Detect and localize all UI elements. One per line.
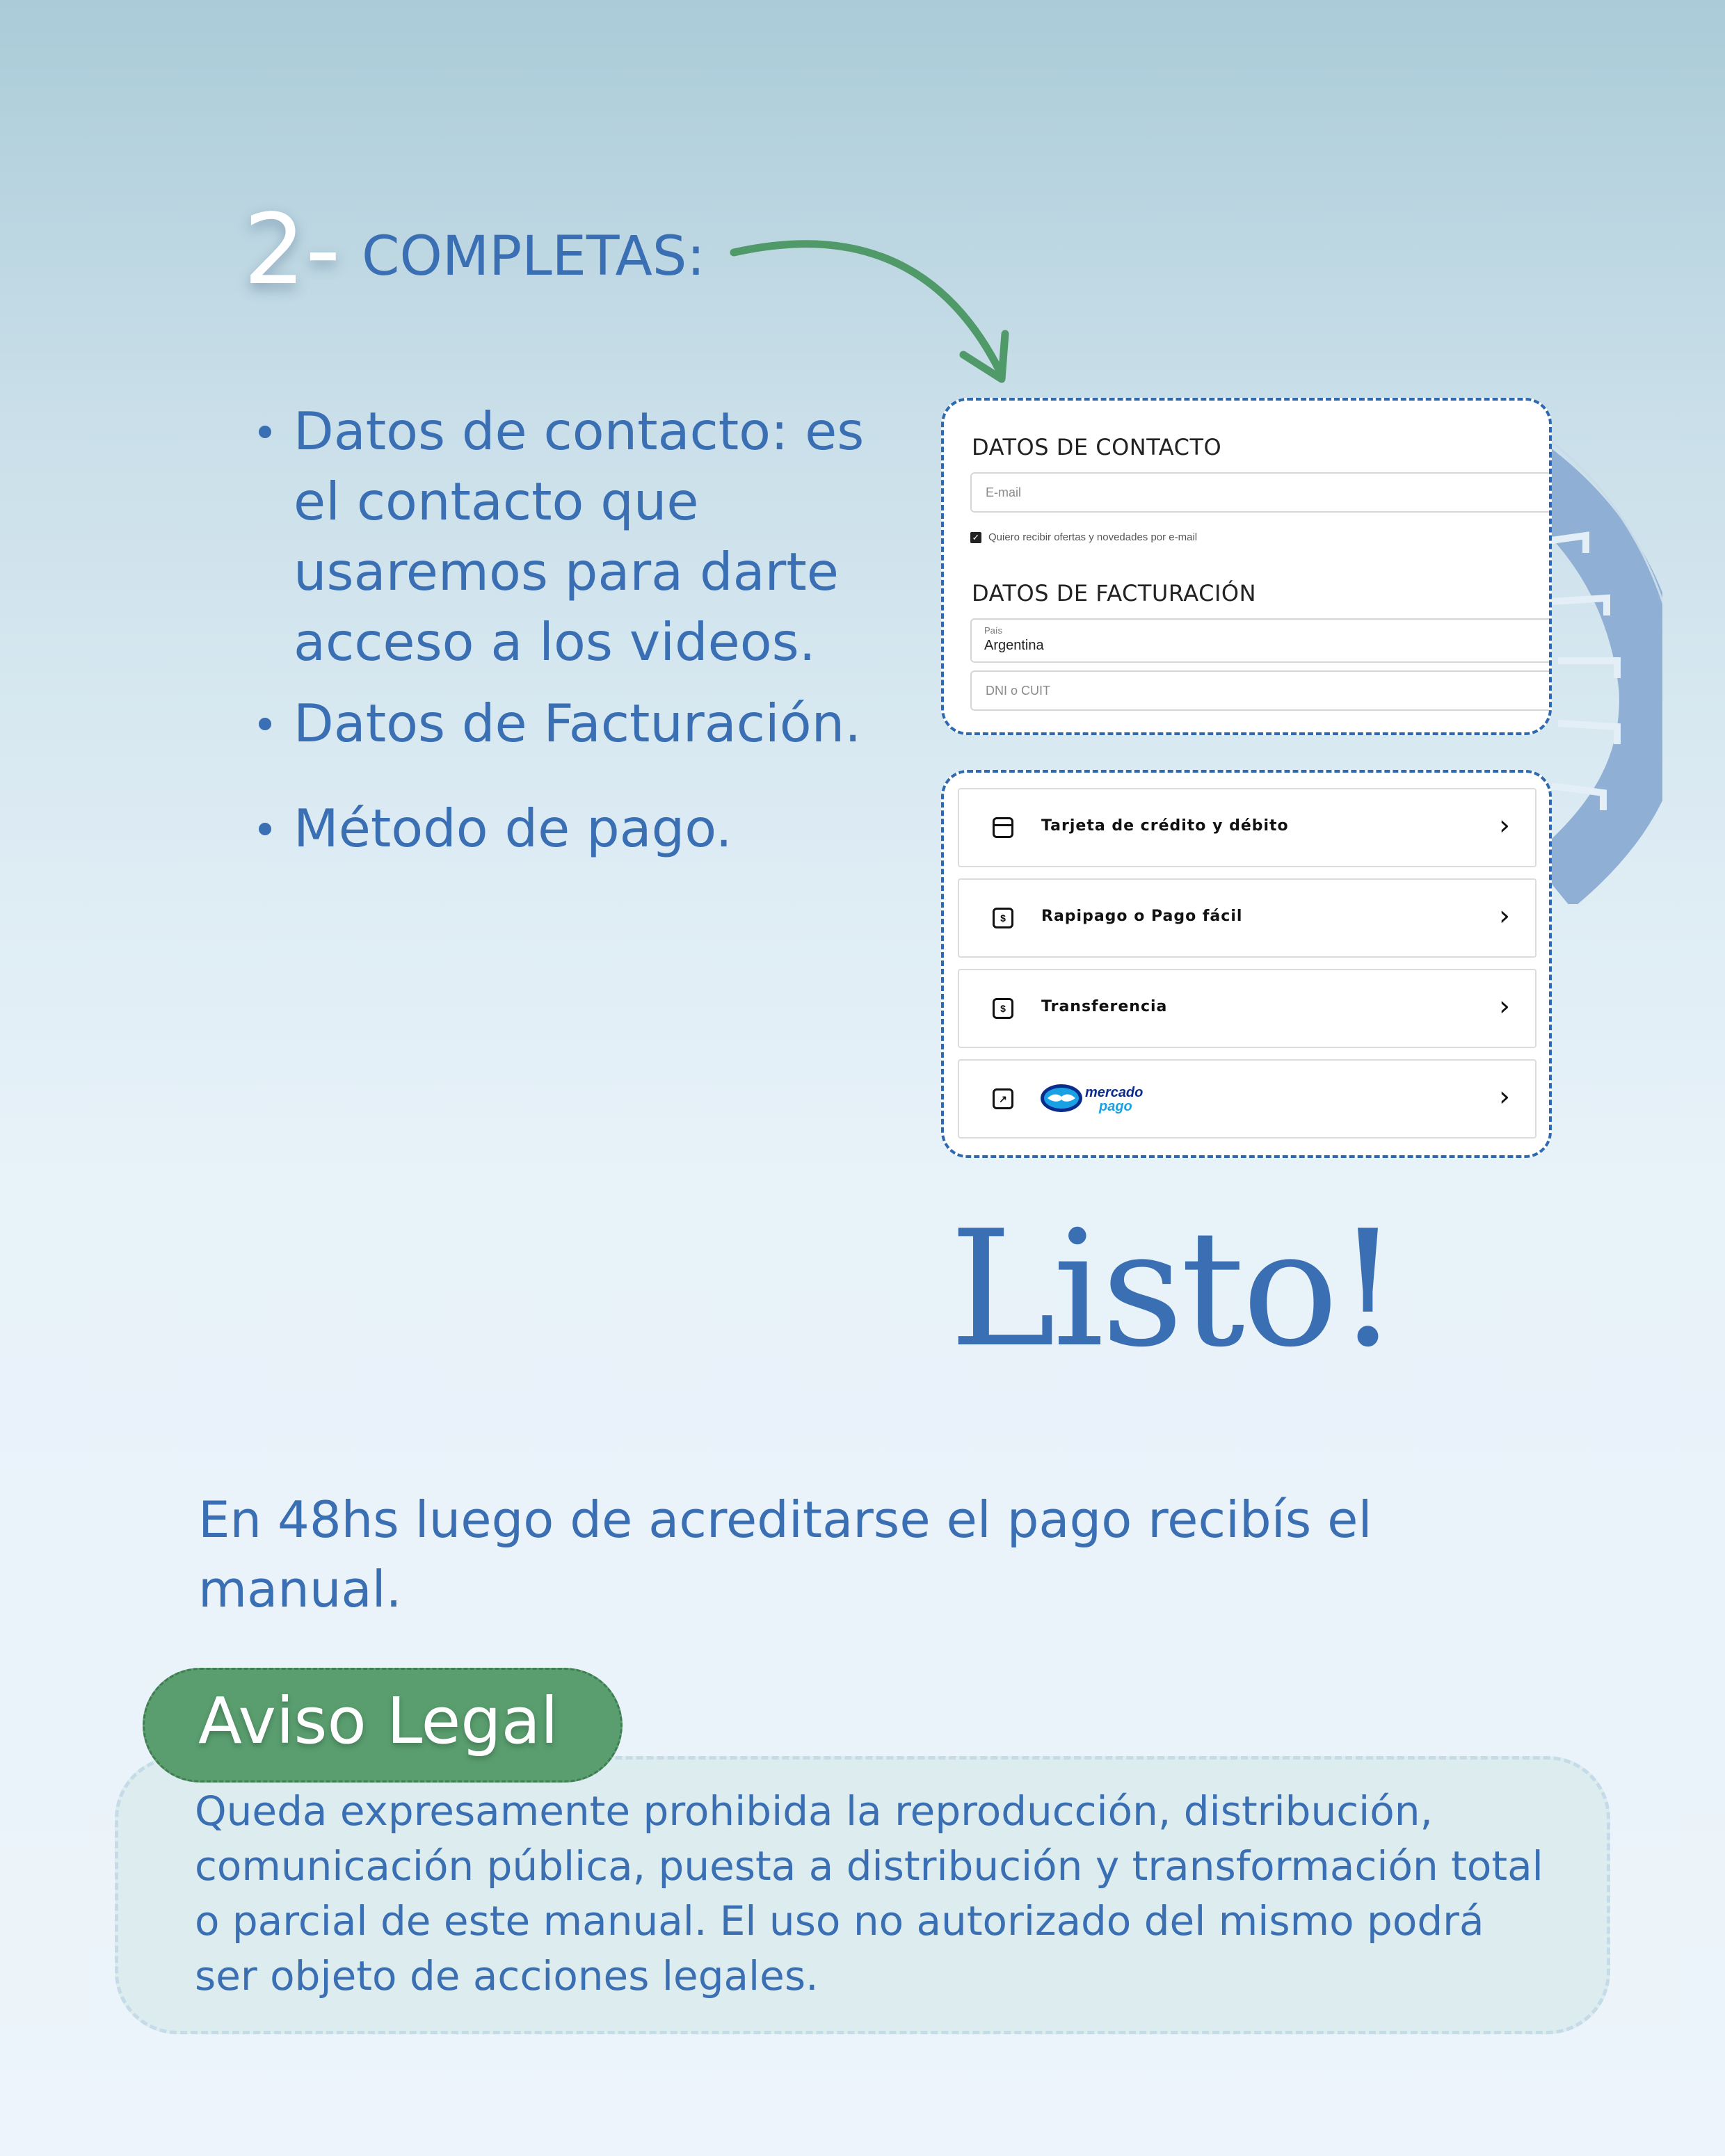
step-title: COMPLETAS: — [362, 225, 705, 288]
bullet-text: Datos de contacto: es el contacto que usaremos para darte acceso a los videos. — [294, 401, 865, 673]
step-number: 2- — [243, 193, 341, 307]
newsletter-checkbox[interactable]: ✓ — [970, 532, 981, 543]
newsletter-label: Quiero recibir ofertas y novedades por e-mail — [988, 531, 1198, 544]
newsletter-checkbox-row[interactable] — [970, 531, 1197, 548]
done-title: Listo! — [949, 1197, 1397, 1383]
billing-heading: DATOS DE FACTURACIÓN — [972, 580, 1257, 606]
bullet-item — [250, 396, 876, 677]
bullet-text: Datos de Facturación. — [294, 693, 862, 754]
cash-icon: $ — [993, 998, 1013, 1019]
payment-methods-card — [941, 770, 1552, 1158]
payment-option-label: Transferencia — [1041, 998, 1168, 1015]
bullet-text: Método de pago. — [294, 798, 732, 859]
payment-option-card[interactable] — [958, 788, 1537, 867]
payment-option-transfer[interactable] — [958, 969, 1537, 1048]
legal-title: Aviso Legal — [198, 1684, 559, 1758]
bullet-item — [250, 689, 876, 759]
payment-option-rapipago[interactable] — [958, 878, 1537, 958]
steps-bullet-list — [250, 396, 876, 875]
bullet-item — [250, 794, 876, 864]
payment-option-label: Tarjeta de crédito y débito — [1041, 817, 1289, 835]
bullet-dot — [259, 823, 271, 835]
mercadopago-text-1: mercado — [1085, 1085, 1144, 1100]
payment-option-label: Rapipago o Pago fácil — [1041, 908, 1243, 925]
dni-placeholder: DNI o CUIT — [986, 684, 1051, 698]
dni-field[interactable] — [970, 670, 1552, 711]
info-paragraph: En 48hs luego de acreditarse el pago recibís el manual. — [198, 1490, 1372, 1618]
handshake-logo-icon — [1039, 1081, 1084, 1115]
country-label: País — [984, 625, 1003, 636]
chevron-right-icon: › — [1499, 990, 1510, 1022]
external-link-icon: ↗ — [993, 1088, 1013, 1109]
contact-billing-card — [941, 398, 1552, 735]
credit-card-icon — [993, 817, 1013, 838]
mercadopago-text-2: pago — [1099, 1099, 1132, 1114]
mercadopago-logo — [1039, 1081, 1144, 1118]
country-select[interactable] — [970, 618, 1552, 663]
chevron-right-icon: › — [1499, 810, 1510, 842]
chevron-right-icon: › — [1499, 900, 1510, 932]
contact-heading: DATOS DE CONTACTO — [972, 434, 1222, 460]
cash-icon: $ — [993, 908, 1013, 928]
legal-text: Queda expresamente prohibida la reproducción, distribución, comunicación pública, puesta a distribución y transformación total o parcial de este manual. El uso no autorizado del mismo podrá ser objeto de acciones legales. — [195, 1787, 1543, 2000]
email-field[interactable] — [970, 472, 1552, 513]
payment-option-mercadopago[interactable] — [958, 1059, 1537, 1139]
country-value: Argentina — [984, 638, 1044, 653]
curved-arrow-icon — [723, 230, 1029, 396]
chevron-right-icon: › — [1499, 1081, 1510, 1113]
bullet-dot — [259, 718, 271, 730]
bullet-dot — [259, 426, 271, 438]
email-placeholder: E-mail — [986, 485, 1022, 499]
